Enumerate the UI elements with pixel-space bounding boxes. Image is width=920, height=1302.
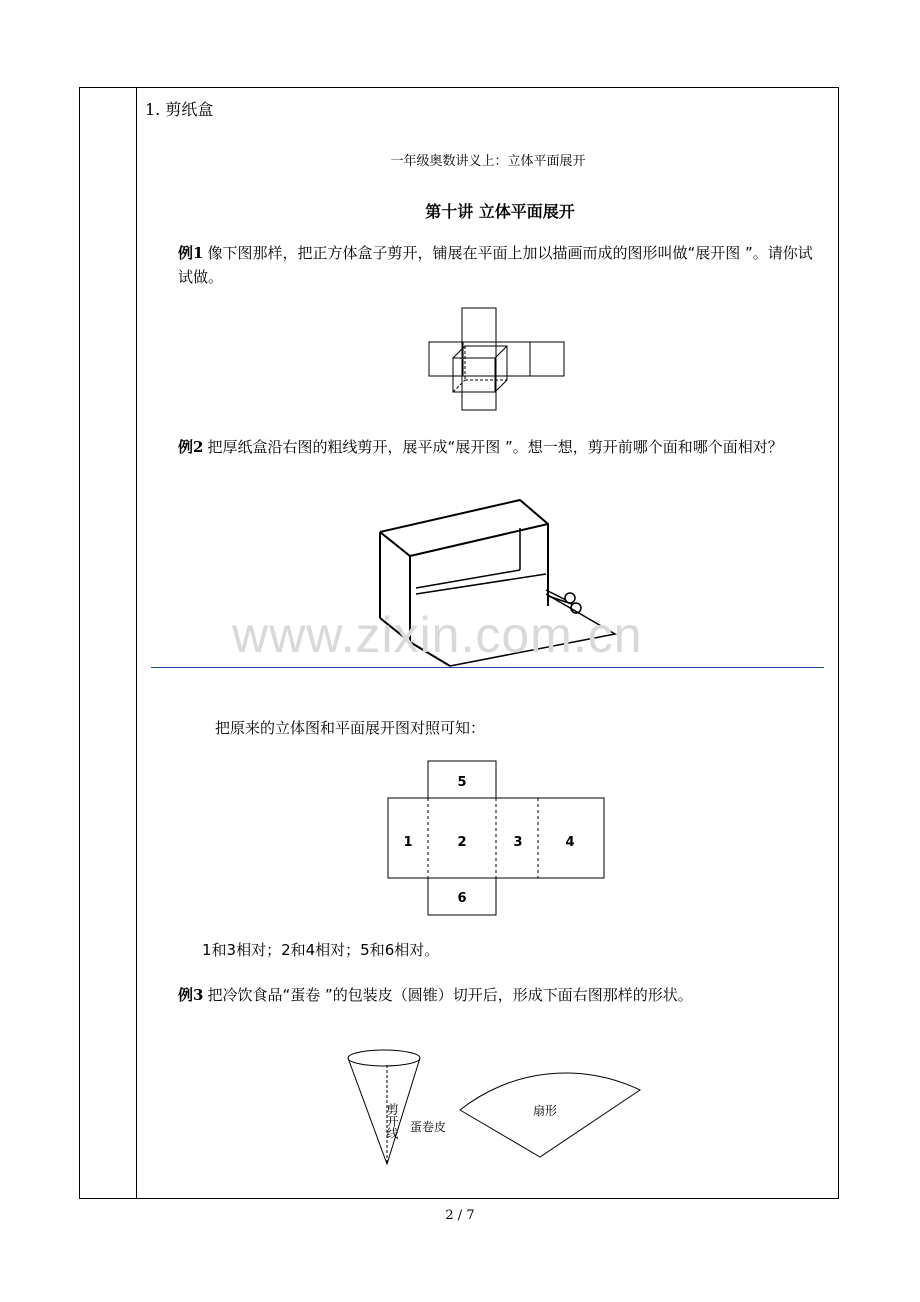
example-3-label: 例3 [178,986,204,1004]
small-cube-edge [495,346,507,358]
small-cube-back [453,346,507,392]
example-1-text: 像下图那样，把正方体盒子剪开，铺展在平面上加以描画而成的图形叫做“展开图 ”。请你试试做。 [178,244,813,286]
answer-paragraph: 1和3相对；2和4相对；5和6相对。 [202,941,440,959]
face-label-1: 1 [403,835,413,850]
example-3-text: 把冷饮食品“蛋卷 ”的包装皮（圆锥）切开后，形成下面右图那样的形状。 [207,986,693,1004]
cone-skin-label: 蛋卷皮 [410,1120,447,1134]
small-cube-front [453,358,495,392]
labeled-cube-net [387,760,607,918]
net-square-far-right [530,342,564,376]
page-break-rule [151,667,824,668]
compare-paragraph: 把原来的立体图和平面展开图对照可知： [215,719,486,737]
example-1-label: 例1 [178,244,204,262]
small-cube-hidden-edge-diagonal [453,380,465,392]
net-square-left [429,342,463,376]
table-column-divider [136,87,137,1199]
page-number: 2 / 7 [445,1208,475,1223]
document-header: 一年级奥数讲义上：立体平面展开 [390,154,586,169]
example-1-paragraph [178,241,818,289]
watermark: www.zixin.com.cn [232,607,643,663]
cone-top-ellipse [348,1050,420,1066]
example-3-paragraph [178,983,818,1007]
sector-label: 扇形 [533,1104,558,1118]
net-square-top [462,308,496,342]
face-label-3: 3 [513,835,523,850]
section-title: 1. 剪纸盒 [145,100,214,119]
net-square-right [496,342,530,376]
net-square-center [462,342,496,376]
example-2-paragraph [178,435,818,459]
example-2-text: 把厚纸盒沿右图的粗线剪开，展平成“展开图 ”。想一想，剪开前哪个面和哪个面相对？ [207,438,783,456]
cube-net-figure [425,306,570,412]
cone-sides [348,1058,420,1164]
lecture-title: 第十讲 立体平面展开 [425,202,575,221]
net-square-bottom [462,376,496,410]
cut-line-label: 剪开线 [385,1103,399,1139]
face-label-4: 4 [565,835,575,850]
cone-sector-figure [340,1045,650,1170]
example-2-label: 例2 [178,438,204,456]
face-label-6: 6 [457,891,467,906]
face-label-2: 2 [457,835,467,850]
box-top-front-edge [380,524,548,556]
face-label-5: 5 [457,775,467,790]
